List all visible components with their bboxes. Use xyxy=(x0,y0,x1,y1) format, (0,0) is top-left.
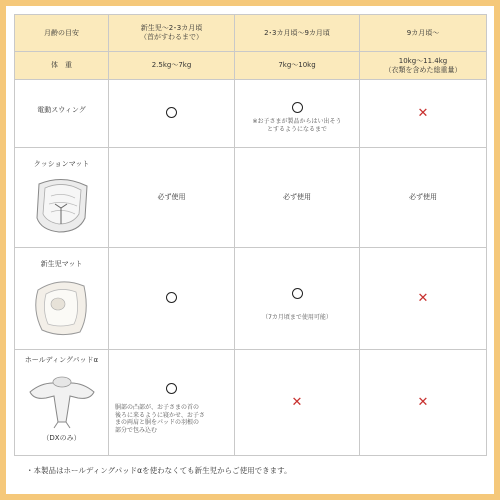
circle-mark-icon xyxy=(166,383,177,394)
newborn-mat-2to9-cell xyxy=(235,248,360,350)
weight-label: 体 重 xyxy=(15,52,109,80)
weight-newborn: 2.5kg〜7kg xyxy=(109,52,235,80)
weight-col3-line2: （衣類を含めた総重量） xyxy=(384,65,462,74)
holding-note-line1: 胴部の凸部が、お子さまの首の xyxy=(115,404,200,412)
usage-table xyxy=(14,14,487,456)
cushion-newborn-cell xyxy=(109,148,235,248)
cushion-9plus-cell xyxy=(360,148,487,248)
holding-pad-label: ホールディングパッドα xyxy=(24,356,99,364)
table-row xyxy=(15,80,487,148)
header-age-label: 月齢の目安 xyxy=(15,15,109,52)
circle-mark-icon xyxy=(166,292,177,303)
cushion-mat-illustration xyxy=(29,174,95,236)
table-row xyxy=(15,248,487,350)
weight-9-months-plus xyxy=(360,52,487,80)
cross-mark-icon: ✕ xyxy=(417,291,429,306)
header-newborn xyxy=(109,15,235,52)
newborn-mat-note: （7カ月頃まで使用可能） xyxy=(262,313,332,321)
must-use-text: 必ず使用 xyxy=(283,193,311,202)
weight-row xyxy=(15,52,487,80)
electric-swing-label: 電動スウィング xyxy=(37,106,86,114)
table-row xyxy=(15,350,487,456)
swing-note-line1: ※お子さまが製品からはい出そう xyxy=(252,118,342,126)
row-label-cell xyxy=(15,148,109,248)
holding-pad-9plus-cell xyxy=(360,350,487,456)
circle-mark-icon xyxy=(166,107,177,118)
header-newborn-line2: （首がすわるまで） xyxy=(140,33,203,41)
must-use-text: 必ず使用 xyxy=(157,193,186,202)
swing-newborn-cell xyxy=(109,80,235,148)
cross-mark-icon: ✕ xyxy=(417,106,429,121)
holding-pad-newborn-cell xyxy=(109,350,235,456)
table-header-row xyxy=(15,15,487,52)
newborn-mat-illustration xyxy=(30,274,94,340)
weight-2to9-months: 7kg〜10kg xyxy=(235,52,360,80)
header-2to9-months: 2･3カ月頃〜9カ月頃 xyxy=(235,15,360,52)
holding-note-line2: 後ろに来るように寝かせ、お子さ xyxy=(115,411,205,419)
row-label-cell xyxy=(15,350,109,456)
holding-pad-2to9-cell xyxy=(235,350,360,456)
holding-note-line4: 部分で包み込む xyxy=(115,426,158,434)
cross-mark-icon: ✕ xyxy=(291,395,303,410)
newborn-mat-newborn-cell xyxy=(109,248,235,350)
header-newborn-line1: 新生児〜2･3カ月頃 xyxy=(140,24,203,33)
table-row xyxy=(15,148,487,248)
footer-note: ・本製品はホールディングパッドαを使わなくても新生児からご使用できます。 xyxy=(26,466,292,475)
holding-note-line3: まの両肩と胴をパッドの羽根の xyxy=(115,419,200,427)
cushion-2to9-cell xyxy=(235,148,360,248)
swing-2to9-cell xyxy=(235,80,360,148)
newborn-mat-9plus-cell xyxy=(360,248,487,350)
swing-9plus-cell xyxy=(360,80,487,148)
newborn-mat-label: 新生児マット xyxy=(40,260,83,268)
must-use-text: 必ず使用 xyxy=(409,193,437,202)
dx-only-label: （DXのみ） xyxy=(42,434,81,442)
swing-note-line2: とするようになるまで xyxy=(266,125,327,133)
cross-mark-icon: ✕ xyxy=(417,395,429,410)
row-label-cell xyxy=(15,80,109,148)
holding-pad-illustration xyxy=(24,370,100,432)
cushion-mat-label: クッションマット xyxy=(33,160,90,168)
row-label-cell xyxy=(15,248,109,350)
circle-mark-icon xyxy=(292,288,303,299)
weight-col3-line1: 10kg〜11.4kg xyxy=(398,56,448,65)
circle-mark-icon xyxy=(292,102,303,113)
header-9-months-plus: 9カ月頃〜 xyxy=(360,15,487,52)
